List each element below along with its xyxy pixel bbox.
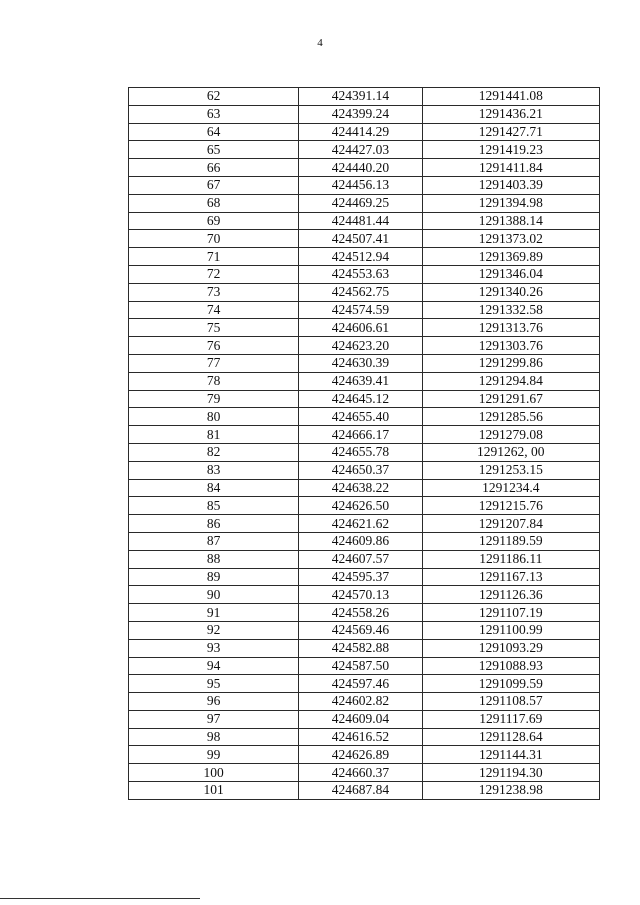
table-body bbox=[129, 88, 600, 800]
x-coordinate-cell: 424607.57 bbox=[299, 550, 422, 568]
x-coordinate-cell: 424456.13 bbox=[299, 176, 422, 194]
table-row bbox=[129, 657, 600, 675]
x-coordinate-cell: 424630.39 bbox=[299, 354, 422, 372]
y-coordinate-cell: 1291144.31 bbox=[422, 746, 599, 764]
point-number-cell: 89 bbox=[129, 568, 299, 586]
y-coordinate-cell: 1291207.84 bbox=[422, 515, 599, 533]
x-coordinate-cell: 424621.62 bbox=[299, 515, 422, 533]
table-row bbox=[129, 337, 600, 355]
y-coordinate-cell: 1291126.36 bbox=[422, 586, 599, 604]
page-number: 4 bbox=[317, 37, 323, 49]
point-number-cell: 69 bbox=[129, 212, 299, 230]
table-row bbox=[129, 782, 600, 800]
point-number-cell: 67 bbox=[129, 176, 299, 194]
x-coordinate-cell: 424553.63 bbox=[299, 265, 422, 283]
table-row bbox=[129, 497, 600, 515]
point-number-cell: 94 bbox=[129, 657, 299, 675]
table-row bbox=[129, 621, 600, 639]
x-coordinate-cell: 424626.50 bbox=[299, 497, 422, 515]
table-row bbox=[129, 604, 600, 622]
table-row bbox=[129, 568, 600, 586]
y-coordinate-cell: 1291234.4 bbox=[422, 479, 599, 497]
y-coordinate-cell: 1291253.15 bbox=[422, 461, 599, 479]
y-coordinate-cell: 1291194.30 bbox=[422, 764, 599, 782]
x-coordinate-cell: 424609.04 bbox=[299, 710, 422, 728]
y-coordinate-cell: 1291108.57 bbox=[422, 693, 599, 711]
point-number-cell: 64 bbox=[129, 123, 299, 141]
point-number-cell: 86 bbox=[129, 515, 299, 533]
table-row bbox=[129, 586, 600, 604]
point-number-cell: 99 bbox=[129, 746, 299, 764]
point-number-cell: 65 bbox=[129, 141, 299, 159]
x-coordinate-cell: 424507.41 bbox=[299, 230, 422, 248]
x-coordinate-cell: 424391.14 bbox=[299, 88, 422, 106]
table-row bbox=[129, 301, 600, 319]
table-row bbox=[129, 532, 600, 550]
x-coordinate-cell: 424639.41 bbox=[299, 372, 422, 390]
point-number-cell: 83 bbox=[129, 461, 299, 479]
table-row bbox=[129, 141, 600, 159]
table-row bbox=[129, 265, 600, 283]
x-coordinate-cell: 424574.59 bbox=[299, 301, 422, 319]
point-number-cell: 87 bbox=[129, 532, 299, 550]
y-coordinate-cell: 1291369.89 bbox=[422, 248, 599, 266]
table-row bbox=[129, 230, 600, 248]
x-coordinate-cell: 424655.40 bbox=[299, 408, 422, 426]
y-coordinate-cell: 1291107.19 bbox=[422, 604, 599, 622]
y-coordinate-cell: 1291419.23 bbox=[422, 141, 599, 159]
point-number-cell: 76 bbox=[129, 337, 299, 355]
point-number-cell: 91 bbox=[129, 604, 299, 622]
y-coordinate-cell: 1291394.98 bbox=[422, 194, 599, 212]
y-coordinate-cell: 1291117.69 bbox=[422, 710, 599, 728]
y-coordinate-cell: 1291403.39 bbox=[422, 176, 599, 194]
y-coordinate-cell: 1291215.76 bbox=[422, 497, 599, 515]
y-coordinate-cell: 1291332.58 bbox=[422, 301, 599, 319]
x-coordinate-cell: 424587.50 bbox=[299, 657, 422, 675]
y-coordinate-cell: 1291441.08 bbox=[422, 88, 599, 106]
y-coordinate-cell: 1291099.59 bbox=[422, 675, 599, 693]
y-coordinate-cell: 1291291.67 bbox=[422, 390, 599, 408]
y-coordinate-cell: 1291100.99 bbox=[422, 621, 599, 639]
point-number-cell: 73 bbox=[129, 283, 299, 301]
x-coordinate-cell: 424606.61 bbox=[299, 319, 422, 337]
table-row bbox=[129, 710, 600, 728]
y-coordinate-cell: 1291303.76 bbox=[422, 337, 599, 355]
table-row bbox=[129, 194, 600, 212]
y-coordinate-cell: 1291088.93 bbox=[422, 657, 599, 675]
table-row bbox=[129, 728, 600, 746]
point-number-cell: 93 bbox=[129, 639, 299, 657]
x-coordinate-cell: 424427.03 bbox=[299, 141, 422, 159]
table-row bbox=[129, 319, 600, 337]
table-row bbox=[129, 123, 600, 141]
table-row bbox=[129, 88, 600, 106]
point-number-cell: 81 bbox=[129, 426, 299, 444]
table-row bbox=[129, 461, 600, 479]
table-row bbox=[129, 372, 600, 390]
point-number-cell: 95 bbox=[129, 675, 299, 693]
x-coordinate-cell: 424666.17 bbox=[299, 426, 422, 444]
point-number-cell: 85 bbox=[129, 497, 299, 515]
point-number-cell: 68 bbox=[129, 194, 299, 212]
y-coordinate-cell: 1291388.14 bbox=[422, 212, 599, 230]
point-number-cell: 101 bbox=[129, 782, 299, 800]
point-number-cell: 66 bbox=[129, 159, 299, 177]
table-row bbox=[129, 550, 600, 568]
table-row bbox=[129, 479, 600, 497]
x-coordinate-cell: 424645.12 bbox=[299, 390, 422, 408]
y-coordinate-cell: 1291427.71 bbox=[422, 123, 599, 141]
point-number-cell: 88 bbox=[129, 550, 299, 568]
y-coordinate-cell: 1291299.86 bbox=[422, 354, 599, 372]
x-coordinate-cell: 424481.44 bbox=[299, 212, 422, 230]
x-coordinate-cell: 424595.37 bbox=[299, 568, 422, 586]
point-number-cell: 77 bbox=[129, 354, 299, 372]
point-number-cell: 84 bbox=[129, 479, 299, 497]
y-coordinate-cell: 1291189.59 bbox=[422, 532, 599, 550]
point-number-cell: 98 bbox=[129, 728, 299, 746]
coordinates-table bbox=[128, 87, 600, 800]
y-coordinate-cell: 1291346.04 bbox=[422, 265, 599, 283]
y-coordinate-cell: 1291238.98 bbox=[422, 782, 599, 800]
y-coordinate-cell: 1291340.26 bbox=[422, 283, 599, 301]
y-coordinate-cell: 1291373.02 bbox=[422, 230, 599, 248]
y-coordinate-cell: 1291294.84 bbox=[422, 372, 599, 390]
x-coordinate-cell: 424623.20 bbox=[299, 337, 422, 355]
x-coordinate-cell: 424582.88 bbox=[299, 639, 422, 657]
x-coordinate-cell: 424609.86 bbox=[299, 532, 422, 550]
y-coordinate-cell: 1291436.21 bbox=[422, 105, 599, 123]
y-coordinate-cell: 1291128.64 bbox=[422, 728, 599, 746]
y-coordinate-cell: 1291167.13 bbox=[422, 568, 599, 586]
y-coordinate-cell: 1291093.29 bbox=[422, 639, 599, 657]
x-coordinate-cell: 424660.37 bbox=[299, 764, 422, 782]
x-coordinate-cell: 424440.20 bbox=[299, 159, 422, 177]
point-number-cell: 70 bbox=[129, 230, 299, 248]
x-coordinate-cell: 424597.46 bbox=[299, 675, 422, 693]
table-row bbox=[129, 443, 600, 461]
y-coordinate-cell: 1291262, 00 bbox=[422, 443, 599, 461]
x-coordinate-cell: 424399.24 bbox=[299, 105, 422, 123]
table-row bbox=[129, 390, 600, 408]
table-row bbox=[129, 283, 600, 301]
point-number-cell: 96 bbox=[129, 693, 299, 711]
x-coordinate-cell: 424650.37 bbox=[299, 461, 422, 479]
x-coordinate-cell: 424687.84 bbox=[299, 782, 422, 800]
table-row bbox=[129, 675, 600, 693]
table-row bbox=[129, 159, 600, 177]
point-number-cell: 63 bbox=[129, 105, 299, 123]
x-coordinate-cell: 424469.25 bbox=[299, 194, 422, 212]
x-coordinate-cell: 424558.26 bbox=[299, 604, 422, 622]
table-row bbox=[129, 354, 600, 372]
table-row bbox=[129, 248, 600, 266]
table-row bbox=[129, 176, 600, 194]
x-coordinate-cell: 424562.75 bbox=[299, 283, 422, 301]
table-row bbox=[129, 515, 600, 533]
point-number-cell: 92 bbox=[129, 621, 299, 639]
point-number-cell: 80 bbox=[129, 408, 299, 426]
point-number-cell: 97 bbox=[129, 710, 299, 728]
x-coordinate-cell: 424569.46 bbox=[299, 621, 422, 639]
point-number-cell: 71 bbox=[129, 248, 299, 266]
point-number-cell: 74 bbox=[129, 301, 299, 319]
x-coordinate-cell: 424638.22 bbox=[299, 479, 422, 497]
table-row bbox=[129, 693, 600, 711]
x-coordinate-cell: 424570.13 bbox=[299, 586, 422, 604]
x-coordinate-cell: 424616.52 bbox=[299, 728, 422, 746]
table-row bbox=[129, 212, 600, 230]
table-row bbox=[129, 764, 600, 782]
y-coordinate-cell: 1291285.56 bbox=[422, 408, 599, 426]
y-coordinate-cell: 1291186.11 bbox=[422, 550, 599, 568]
x-coordinate-cell: 424655.78 bbox=[299, 443, 422, 461]
point-number-cell: 62 bbox=[129, 88, 299, 106]
table-row bbox=[129, 105, 600, 123]
point-number-cell: 90 bbox=[129, 586, 299, 604]
table-row bbox=[129, 408, 600, 426]
point-number-cell: 82 bbox=[129, 443, 299, 461]
point-number-cell: 79 bbox=[129, 390, 299, 408]
table-row bbox=[129, 426, 600, 444]
table-row bbox=[129, 639, 600, 657]
table-row bbox=[129, 746, 600, 764]
x-coordinate-cell: 424626.89 bbox=[299, 746, 422, 764]
x-coordinate-cell: 424414.29 bbox=[299, 123, 422, 141]
footer-separator-line bbox=[0, 898, 200, 899]
x-coordinate-cell: 424512.94 bbox=[299, 248, 422, 266]
y-coordinate-cell: 1291313.76 bbox=[422, 319, 599, 337]
y-coordinate-cell: 1291279.08 bbox=[422, 426, 599, 444]
point-number-cell: 78 bbox=[129, 372, 299, 390]
point-number-cell: 72 bbox=[129, 265, 299, 283]
y-coordinate-cell: 1291411.84 bbox=[422, 159, 599, 177]
point-number-cell: 100 bbox=[129, 764, 299, 782]
point-number-cell: 75 bbox=[129, 319, 299, 337]
x-coordinate-cell: 424602.82 bbox=[299, 693, 422, 711]
